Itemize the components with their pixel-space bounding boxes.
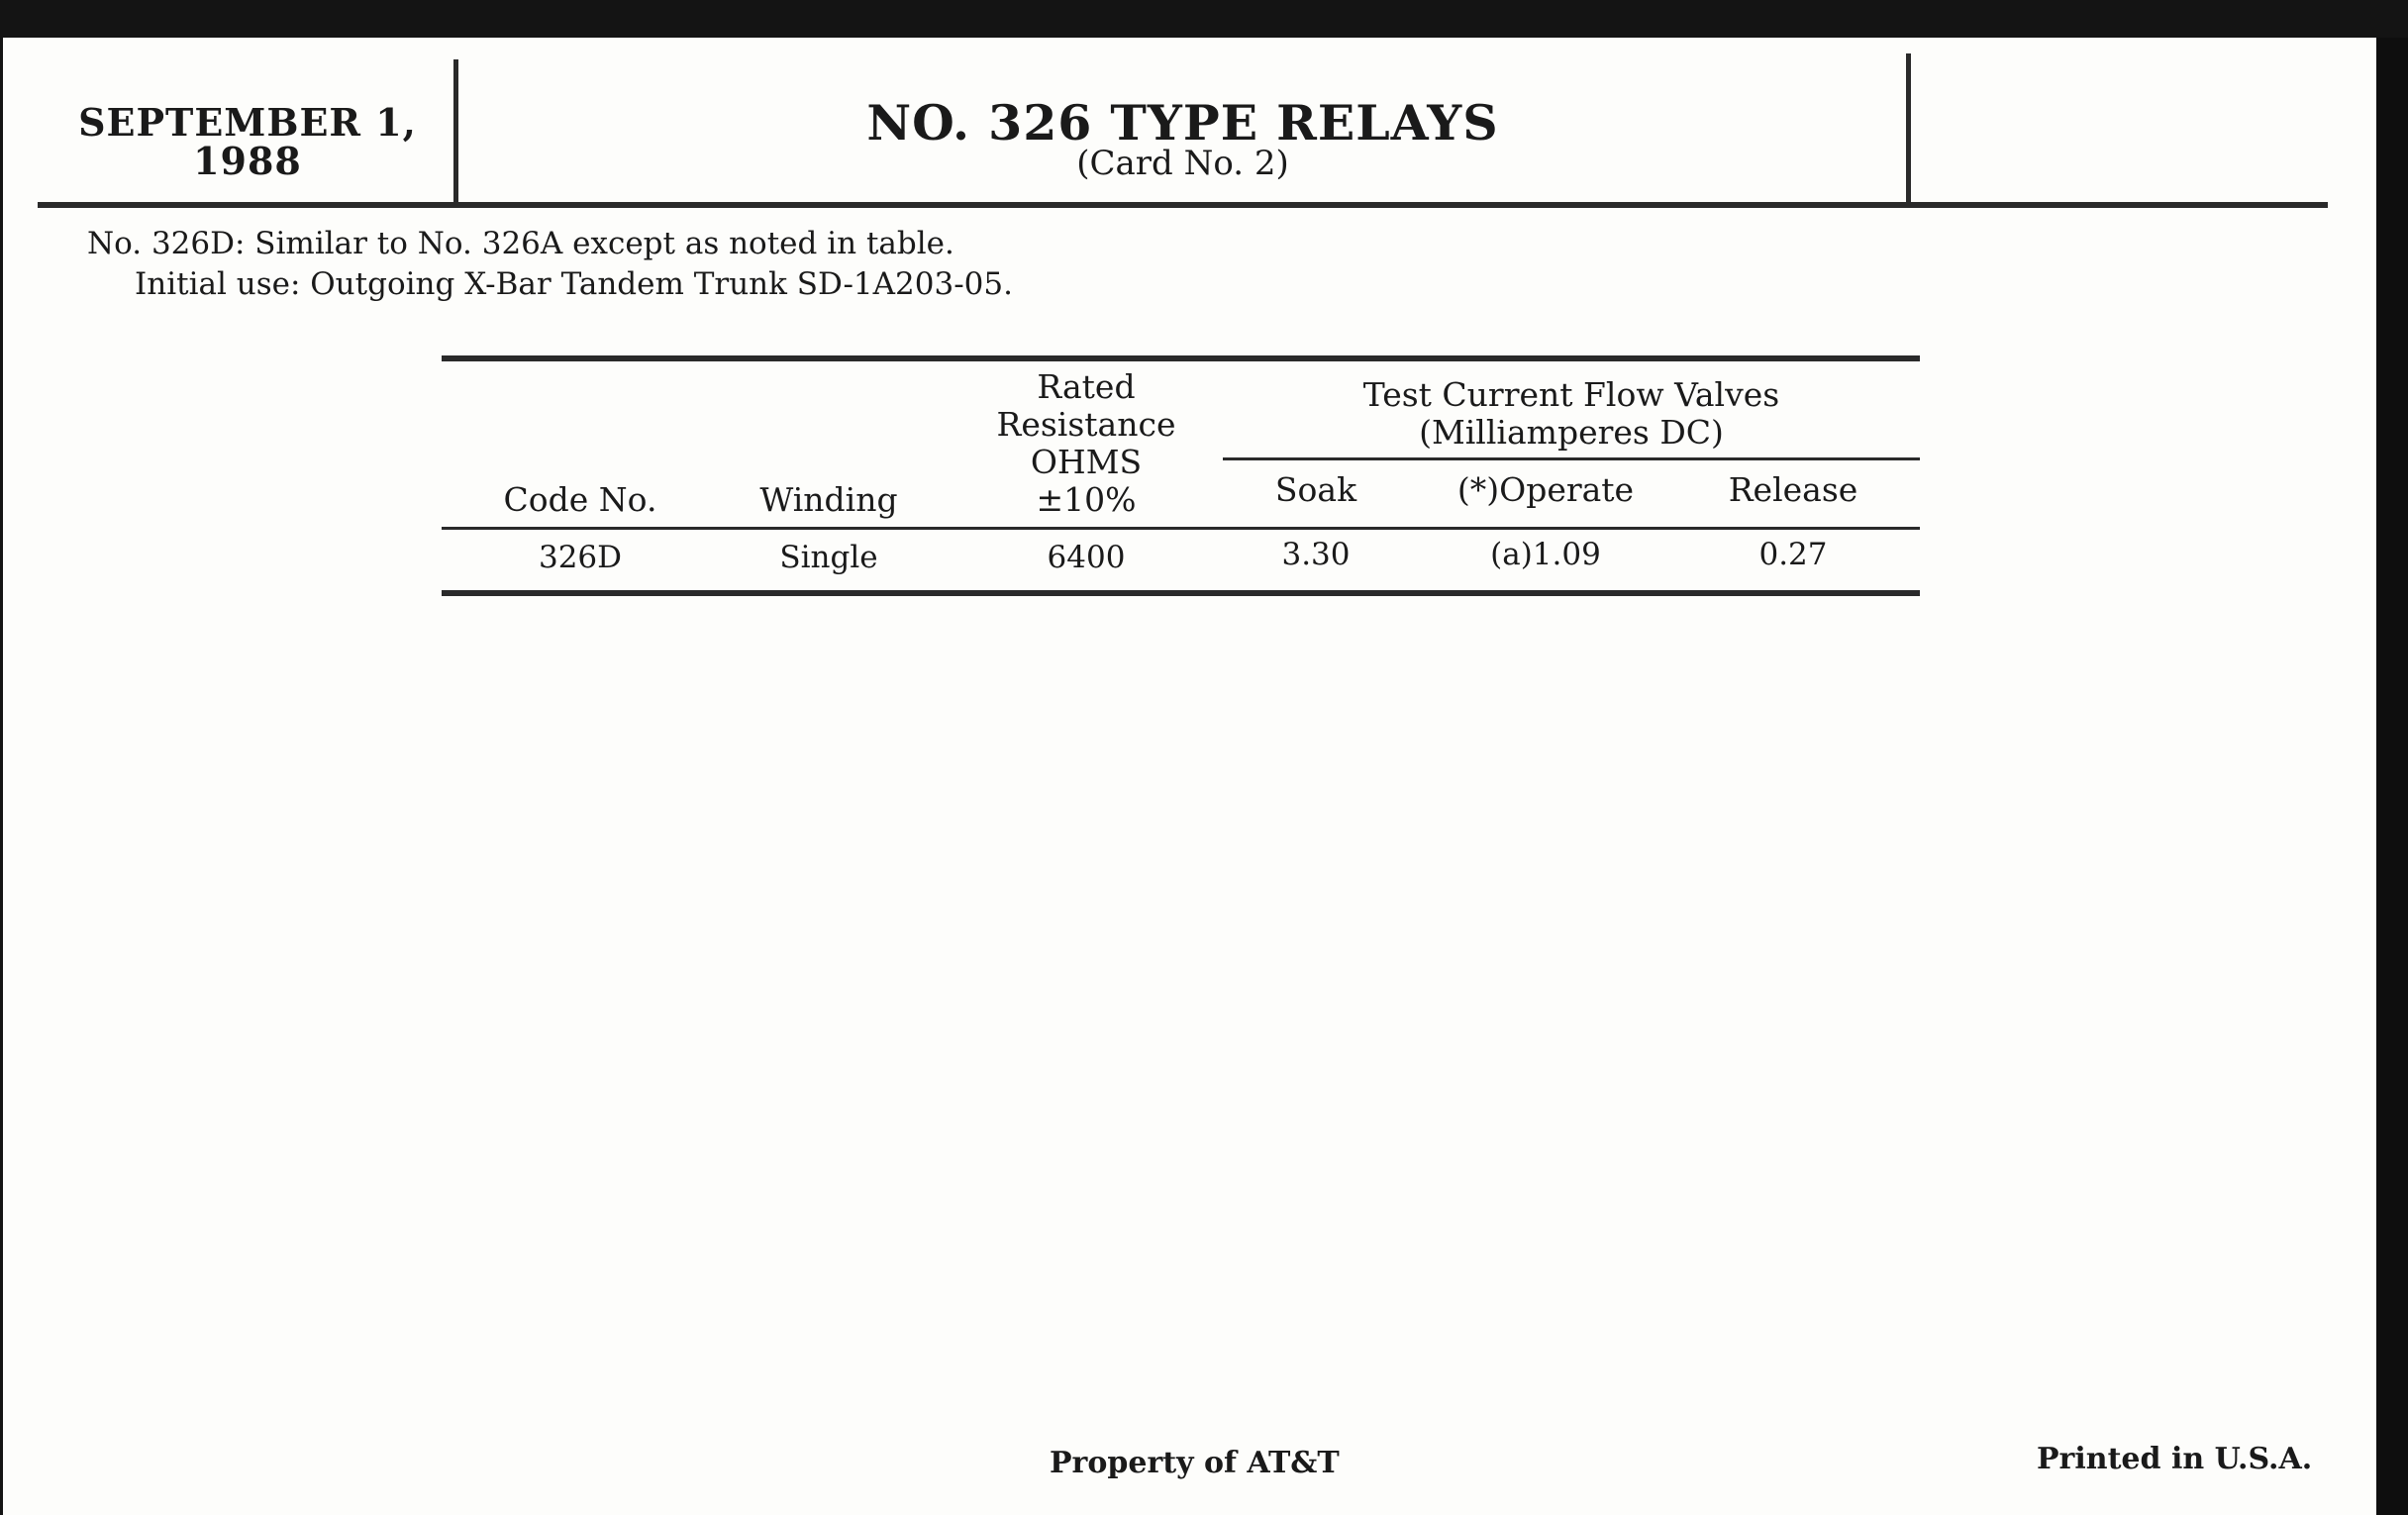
scan-edge (2376, 38, 2408, 1515)
page-title: NO. 326 TYPE RELAYS (866, 94, 1499, 152)
description-line-1: No. 326D: Similar to No. 326A except as noted in table. (87, 226, 954, 261)
header-code-no: Code No. (503, 480, 657, 519)
cell-code-no: 326D (538, 540, 623, 575)
table-top-rule (442, 355, 1920, 361)
cell-resistance: 6400 (1047, 540, 1126, 575)
header-test-group (1223, 376, 1920, 452)
header-operate: (*)Operate (1456, 470, 1635, 509)
header-soak: Soak (1274, 470, 1357, 509)
date-line-2: 1988 (193, 139, 302, 183)
header-resistance-line-1: Rated (1037, 367, 1136, 406)
footer-printed: Printed in U.S.A. (2037, 1442, 2313, 1476)
header-resistance (948, 368, 1225, 519)
header-resistance-line-3: OHMS (1030, 443, 1143, 481)
header-resistance-line-4: ±10% (1036, 480, 1137, 519)
header-release: Release (1728, 470, 1858, 509)
table-bottom-rule (442, 590, 1920, 596)
page-subtitle: (Card No. 2) (1076, 144, 1289, 183)
description-line-2: Initial use: Outgoing X-Bar Tandem Trunk SD-1A203-05. (135, 266, 1013, 302)
cell-winding: Single (779, 540, 878, 575)
cell-release: 0.27 (1758, 537, 1828, 572)
table-group-rule (1223, 457, 1920, 460)
table-header-rule (442, 527, 1920, 530)
header-test-group-line-1: Test Current Flow Valves (1362, 375, 1780, 414)
cell-soak: 3.30 (1281, 537, 1351, 572)
cell-operate: (a)1.09 (1490, 537, 1601, 572)
header-resistance-line-2: Resistance (996, 405, 1176, 444)
header-winding: Winding (759, 480, 898, 519)
header-rule (38, 202, 2328, 208)
card-date (40, 100, 455, 183)
header-test-group-line-2: (Milliamperes DC) (1419, 413, 1724, 452)
footer-property: Property of AT&T (1050, 1446, 1340, 1480)
date-line-1: SEPTEMBER 1, (78, 100, 417, 145)
